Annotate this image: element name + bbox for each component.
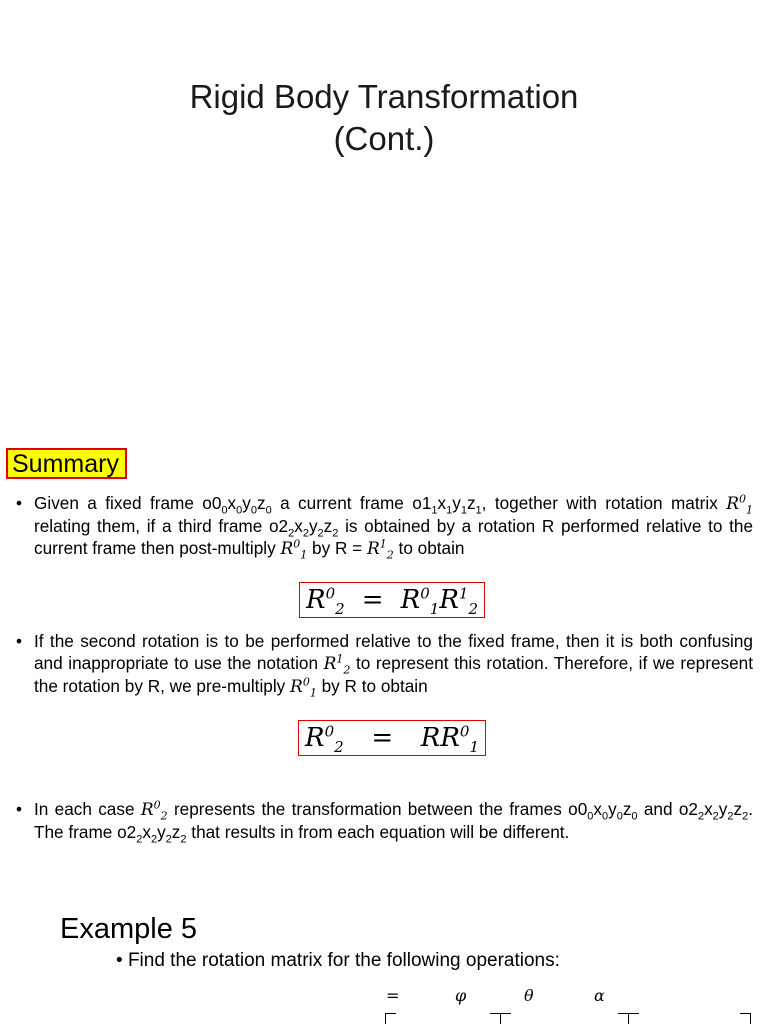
matrix-bracket-left	[385, 1013, 396, 1024]
bullet-text: Find the rotation matrix for the following operations:	[127, 950, 560, 971]
matrix-bracket-left	[500, 1013, 511, 1024]
slide-1	[0, 0, 768, 430]
title-line-2: (Cont.)	[333, 120, 435, 157]
bullet-dot: •	[16, 799, 23, 819]
slide-title	[0, 76, 768, 160]
bullet-dot: •	[16, 631, 23, 651]
matrix-equals: =	[386, 986, 400, 1005]
matrix-bracket-right	[740, 1013, 751, 1024]
matrix-alpha: α	[594, 986, 605, 1005]
example-title: Example 5	[60, 913, 198, 945]
matrix-theta: θ	[524, 986, 534, 1005]
bullet-text: Given a fixed frame $o0_0x_0y_0z_0$ a current frame $o1_1x_1y_1z_1$, together with rotation matrix $R^0_1$ relating them, if a third frame $o2_2x_2y_2z_2$ is obtained by a rotation R performed relative to the current frame then post-multiply $R^0_1$ by $R = R^1_2$ to obtain	[34, 492, 754, 562]
bullet-text: In each case $R^0_2$ represents the transformation between the frames $o0_0x_0y_0z_0$ and $o2_2x_2y_2z_2$. The frame $o2_2x_2y_2z_2$ that results in from each equation will be different.	[34, 798, 753, 846]
equation-post-multiply: $R^0_2$ = $R^0_1R^1_2$	[299, 582, 485, 618]
slide-3	[0, 875, 768, 1024]
title-line-1: Rigid Body Transformation	[189, 78, 579, 115]
slide-2	[0, 430, 768, 875]
matrix-bracket-left	[628, 1013, 639, 1024]
summary-heading: Summary	[6, 448, 127, 479]
bullet-dot: •	[116, 950, 123, 971]
bullet-text: If the second rotation is to be performed relative to the fixed frame, then it is both confusing and inappropriate to use the notation $R^1_2$ to represent this rotation. Therefore, if we represent the rotation by R, we pre-multiply $R^0_1$ by R to obtain	[34, 631, 753, 700]
equation-pre-multiply: $R^0_2$ = $RR^0_1$	[298, 720, 486, 756]
summary-bullet-1	[16, 492, 753, 560]
example-bullet	[116, 949, 560, 973]
summary-bullet-2	[16, 630, 753, 698]
bullet-dot: •	[16, 493, 23, 513]
matrix-phi: φ	[455, 986, 467, 1005]
summary-bullet-3	[16, 798, 753, 846]
